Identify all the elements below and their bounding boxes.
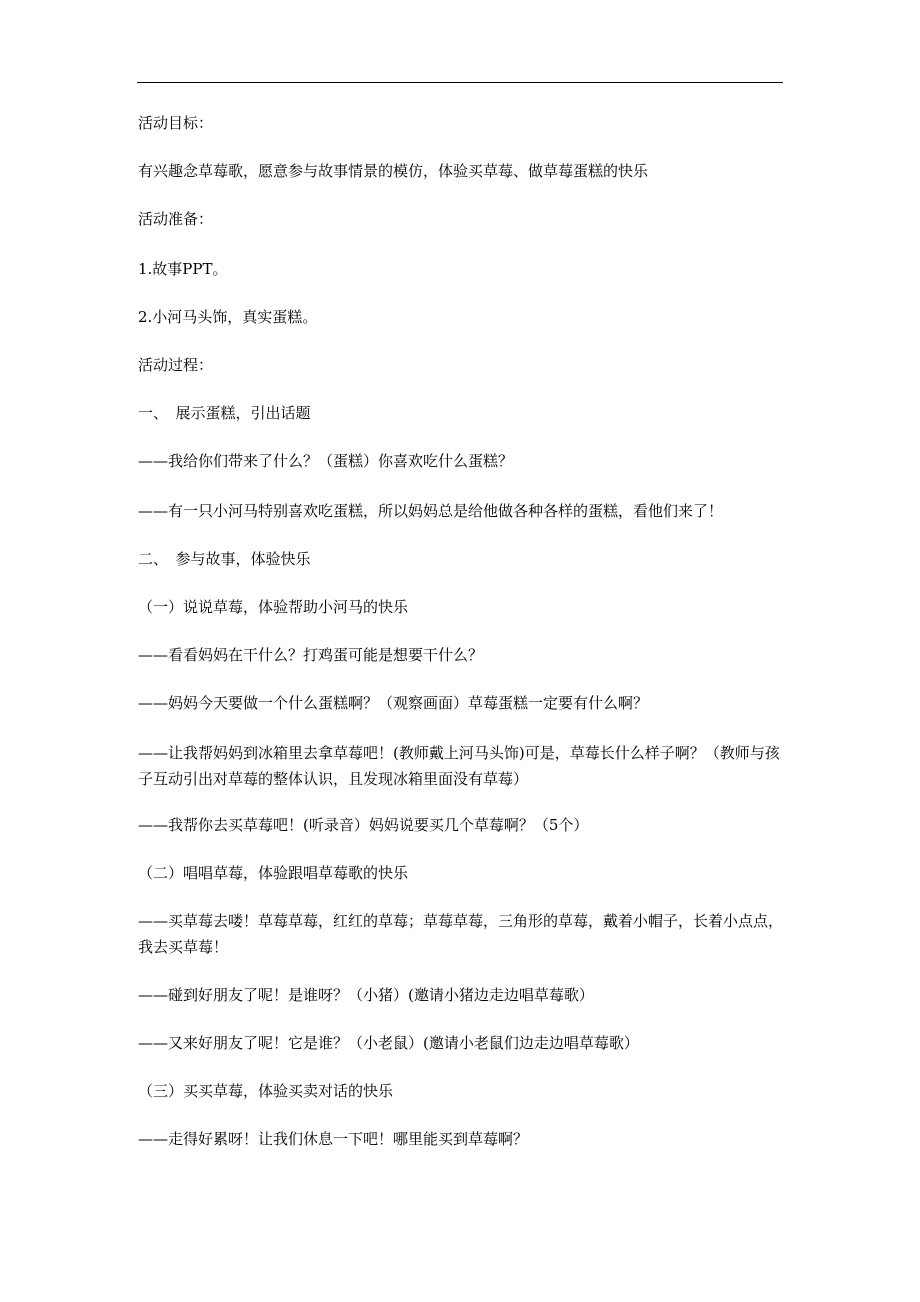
preparation-item-2: 2.小河马头饰，真实蛋糕。 — [138, 308, 318, 326]
dialogue-line: ——有一只小河马特别喜欢吃蛋糕，所以妈妈总是给他做各种各样的蛋糕，看他们来了！ — [138, 502, 724, 520]
heading-activity-goal: 活动目标： — [138, 114, 214, 132]
dialogue-line: ——走得好累呀！让我们休息一下吧！哪里能买到草莓啊？ — [138, 1130, 529, 1148]
dialogue-line: ——看看妈妈在干什么？打鸡蛋可能是想要干什么？ — [138, 646, 484, 664]
dialogue-line: ——又来好朋友了呢！它是谁？（小老鼠）(邀请小老鼠们边走边唱草莓歌） — [138, 1034, 639, 1052]
section-2-title: 二、 参与故事，体验快乐 — [138, 550, 311, 568]
heading-activity-process: 活动过程： — [138, 356, 214, 374]
subsection-2-title: （二）唱唱草莓，体验跟唱草莓歌的快乐 — [138, 864, 409, 882]
dialogue-line: ——我帮你去买草莓吧！(听录音）妈妈说要买几个草莓啊？（5个） — [138, 816, 589, 834]
subsection-1-title: （一）说说草莓，体验帮助小河马的快乐 — [138, 598, 409, 616]
dialogue-line: ——妈妈今天要做一个什么蛋糕啊？（观察画面）草莓蛋糕一定要有什么啊？ — [138, 694, 649, 712]
heading-activity-preparation: 活动准备： — [138, 210, 214, 228]
preparation-item-1: 1.故事PPT。 — [138, 260, 228, 278]
goal-text: 有兴趣念草莓歌，愿意参与故事情景的模仿，体验买草莓、做草莓蛋糕的快乐 — [138, 162, 649, 180]
dialogue-line: ——买草莓去喽！草莓草莓，红红的草莓；草莓草莓，三角形的草莓，戴着小帽子，长着小点点，我去买草莓！ — [138, 912, 784, 956]
dialogue-line: ——我给你们带来了什么？（蛋糕）你喜欢吃什么蛋糕？ — [138, 452, 514, 470]
header-rule — [137, 82, 783, 83]
dialogue-line: ——碰到好朋友了呢！是谁呀？（小猪）(邀请小猪边走边唱草莓歌） — [138, 986, 594, 1004]
dialogue-line: ——让我帮妈妈到冰箱里去拿草莓吧！(教师戴上河马头饰)可是，草莓长什么样子啊？（教师与孩子互动引出对草莓的整体认识，且发现冰箱里面没有草莓） — [138, 744, 780, 788]
section-1-title: 一、 展示蛋糕，引出话题 — [138, 404, 311, 422]
subsection-3-title: （三）买买草莓，体验买卖对话的快乐 — [138, 1082, 394, 1100]
